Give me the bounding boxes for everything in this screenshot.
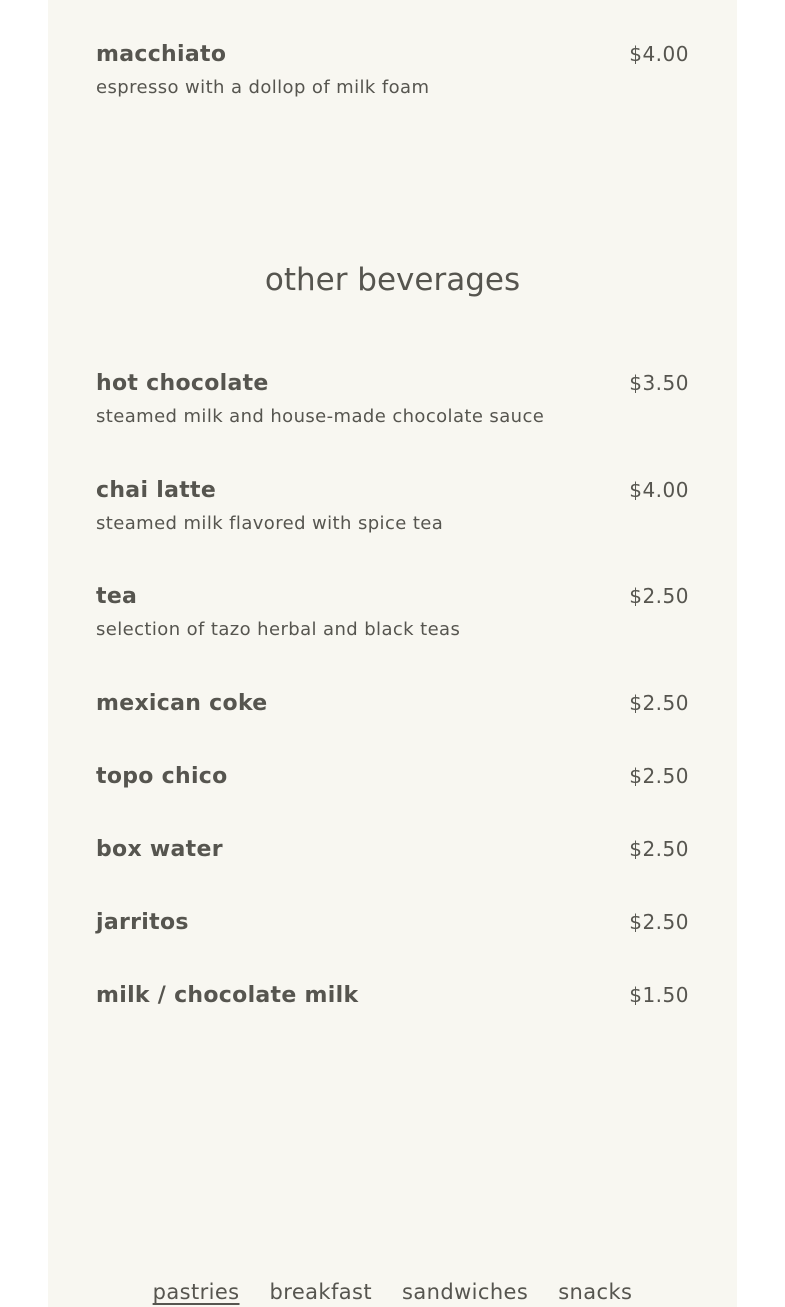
nav-link-breakfast[interactable]: breakfast [269,1280,373,1304]
item-price: $2.50 [629,584,689,608]
menu-panel [48,0,737,1307]
item-price: $1.50 [629,983,689,1007]
nav-link-sandwiches[interactable]: sandwiches [402,1280,529,1304]
item-name: jarritos [96,910,189,935]
category-nav [48,1280,737,1304]
item-description: espresso with a dollop of milk foam [96,77,430,98]
item-name: tea [96,584,138,609]
item-name: macchiato [96,42,227,67]
section-title: other beverages [264,262,521,298]
item-price: $3.50 [629,371,689,395]
item-price: $2.50 [629,764,689,788]
item-price: $4.00 [629,42,689,66]
item-name: box water [96,837,223,862]
item-price: $2.50 [629,691,689,715]
item-description: steamed milk flavored with spice tea [96,513,444,534]
item-price: $2.50 [629,837,689,861]
item-description: steamed milk and house-made chocolate sauce [96,406,545,427]
item-name: topo chico [96,764,228,789]
nav-link-pastries[interactable]: pastries [152,1280,240,1304]
item-price: $4.00 [629,478,689,502]
item-name: milk / chocolate milk [96,983,359,1008]
item-name: mexican coke [96,691,268,716]
item-name: chai latte [96,478,217,503]
item-name: hot chocolate [96,371,269,396]
item-price: $2.50 [629,910,689,934]
item-description: selection of tazo herbal and black teas [96,619,461,640]
nav-link-snacks[interactable]: snacks [558,1280,633,1304]
